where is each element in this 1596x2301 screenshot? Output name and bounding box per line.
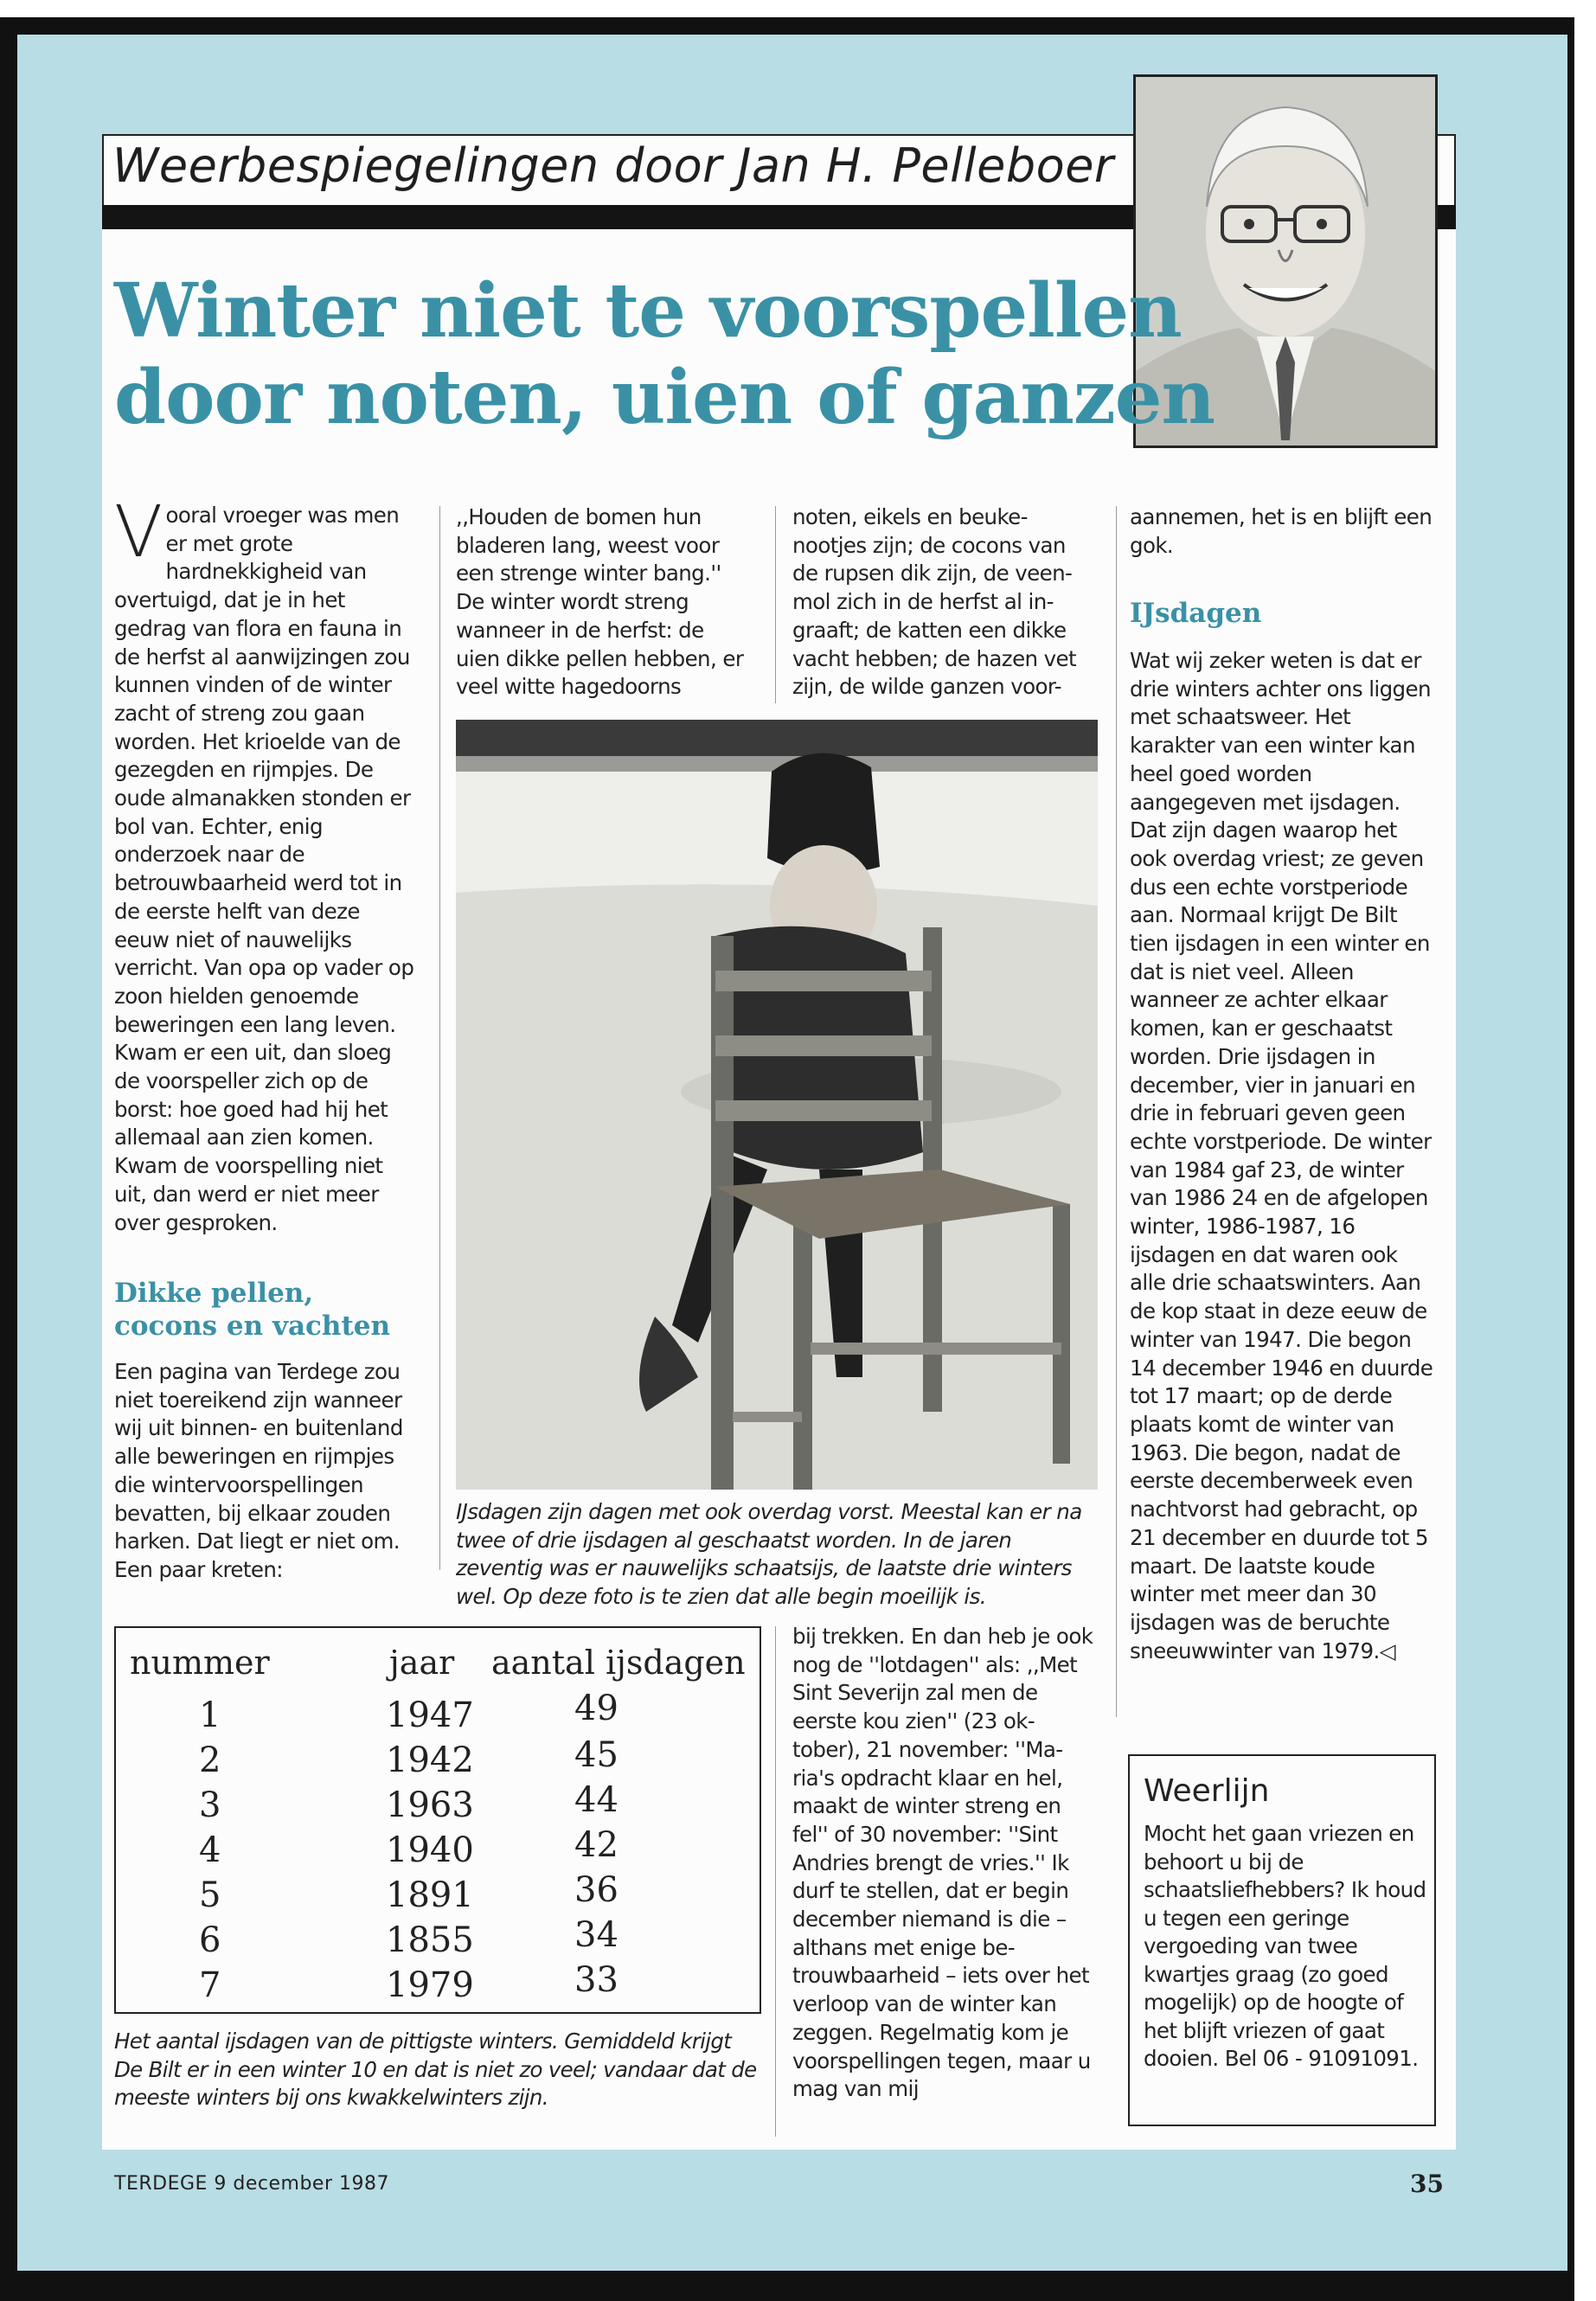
table-cell: 44 <box>574 1780 619 1820</box>
photo-drawing <box>456 720 1098 1490</box>
footer-publication: TERDEGE 9 december 1987 <box>114 2173 389 2195</box>
table-cell: 33 <box>574 1960 619 2000</box>
column-4-top-text: aannemen, het is en blijft een gok. <box>1130 504 1433 558</box>
column-divider-1 <box>439 506 440 1570</box>
table-cell: 1963 <box>386 1785 474 1825</box>
scan-border-top <box>0 17 1574 35</box>
table-header-nummer: nummer <box>130 1644 270 1682</box>
table-cell: 5 <box>199 1875 221 1915</box>
column-4-body-text: Wat wij zeker weten is dat er drie winters achter ons liggen met schaatsweer. Het karakter van een winter kan heel goed worden aangegeven met ijsdagen. Dat zijn dagen waarop het ook overdag vriest; ze geven dus een echte vorstperiode aan. Normaal krijgt De Bilt tien ijsdagen in een winter en dat is niet veel. Alleen wanneer ze achter elkaar komen, kan er geschaatst worden. Drie ijsdagen in december, vier in januari en drie in februari geven geen echte vorstperiode. De winter van 1984 gaf 23, de winter van 1986 24 en de afgelopen winter, 1986-1987, 16 ijsdagen en dat waren ook alle drie schaatswinters. Aan de kop staat in deze eeuw de winter van 1947. Die begon 14 december 1946 en duurde tot 17 maart; op de derde plaats komt de winter van 1963. Die begon, nadat de eerste decemberweek even nachtvorst had gebracht, op 21 december en duurde tot 5 maart. De laatste koude winter met meer dan 30 ijsdagen was de beruchte sneeuwwinter van 1979.◁ <box>1130 648 1433 1663</box>
table-cell: 7 <box>199 1965 221 2005</box>
subhead-ijsdagen: IJsdagen <box>1130 598 1262 629</box>
column-3-bottom <box>792 1623 1095 2104</box>
column-3-top <box>792 503 1091 702</box>
table-cell: 36 <box>574 1870 619 1910</box>
column-2-text <box>456 503 750 702</box>
column-1-body <box>114 1358 417 1585</box>
scan-border-left <box>0 17 17 2301</box>
weerlijn-text: Mocht het gaan vriezen en behoort u bij de schaatsliefhebbers? Ik houd u tegen een geringe vergoeding van twee kwartjes graag (zo goed mogelijk) op de hoogte of het blijft vriezen of gaat dooien. Bel 06 - 91091091. <box>1144 1821 1426 2071</box>
table-cell: 1942 <box>386 1740 474 1780</box>
headline <box>114 268 1215 441</box>
photo-child-chair-ice <box>456 720 1098 1490</box>
table-cell: 1855 <box>386 1920 474 1960</box>
weerlijn-title: Weerlijn <box>1144 1773 1270 1809</box>
table-cell: 1 <box>199 1695 221 1735</box>
column-3-bottom-text: bij trekken. En dan heb je ook nog de ''lotdagen'' als: ,,Met Sint Severijn zal men de eerste kou zien'' (23 oktober), 21 november: ''Maria's opdracht klaar en hel, maakt de winter streng en fel'' of 30 november: ''Sint Andries brengt de vries.'' Ik durf te stellen, dat er begin december niemand is die – althans met enige betrouwbaarheid – iets over het verloop van de winter kan zeggen. Regelmatig kom je voorspellingen tegen, maar u mag van mij <box>792 1624 1093 2102</box>
table-cell: 1947 <box>386 1695 474 1735</box>
table-cell: 6 <box>199 1920 221 1960</box>
photo-caption: IJsdagen zijn dagen met ook overdag vorst. Meestal kan er na twee of drie ijsdagen al geschaatst worden. In de jaren zeventig was er nauwelijks schaatsijs, de laatste drie winters wel. Op deze foto is te zien dat alle begin moeilijk is. <box>456 1499 1082 1609</box>
ijsdagen-table <box>114 1626 761 2014</box>
table-cell: 1940 <box>386 1830 474 1870</box>
column-divider-4 <box>1116 506 1117 1717</box>
table-header-jaar: jaar <box>389 1644 455 1682</box>
table-cell: 45 <box>574 1735 619 1775</box>
column-header-title: Weerbespiegelingen door Jan H. Pelleboer <box>112 138 1114 193</box>
headline-line-2: door noten, uien of ganzen <box>114 354 1215 441</box>
table-cell: 2 <box>199 1740 221 1780</box>
table-caption: Het aantal ijsdagen van de pittigste winters. Gemiddeld krijgt De Bilt er in een winter 10 en dat is niet zo veel; vandaar dat de meeste winters bij ons kwakkelwinters zijn. <box>114 2029 757 2110</box>
scan-border-bottom <box>0 2271 1574 2301</box>
scan-border-right <box>1567 17 1574 2301</box>
column-4-body <box>1130 647 1438 1665</box>
drop-cap: V <box>114 491 163 574</box>
table-cell: 1891 <box>386 1875 474 1915</box>
column-divider-3 <box>775 1626 776 2137</box>
table-cell: 1979 <box>386 1965 474 2005</box>
headline-line-1: Winter niet te voorspellen <box>114 267 1182 355</box>
table-cell: 3 <box>199 1785 221 1825</box>
column-1-intro <box>114 491 417 1237</box>
subhead-dikke-pellen: Dikke pellen, cocons en vachten <box>114 1278 391 1342</box>
column-divider-2 <box>775 506 776 703</box>
column-2-body: ,,Houden de bomen hun bladeren lang, weest voor een strenge winter bang.'' De winter wordt streng wanneer in de herfst: de uien dikke pellen hebben, er veel witte hagedoorns <box>456 504 744 700</box>
column-4-top <box>1130 503 1438 560</box>
table-cell: 49 <box>574 1689 619 1728</box>
table-header-aantal: aantal ijsdagen <box>491 1644 746 1682</box>
column-1-body-text: Een pagina van Terdege zou niet toereikend zijn wanneer wij uit binnen- en buitenland alle beweringen en rijmpjes die wintervoorspellingen bevatten, bij elkaar zouden harken. Dat liegt er niet om. Een paar kreten: <box>114 1359 403 1582</box>
column-3-top-text: noten, eikels en beukenootjes zijn; de cocons van de rupsen dik zijn, de veenmol zich in de herfst al ingraaft; de katten een dikke vacht hebben; de hazen vet zijn, de wilde ganzen voor- <box>792 504 1077 700</box>
intro-text: ooral vroeger was men er met grote hardnekkigheid van overtuigd, dat je in het gedrag van flora en fauna in de herfst al aanwijzingen zou kunnen vinden of de winter zacht of streng zou gaan worden. Het krioelde van de gezegden en rijmpjes. De oude almanakken stonden er bol van. Echter, enig onderzoek naar de betrouwbaarheid werd tot in de eerste helft van deze eeuw niet of nauwelijks verricht. Van opa op vader op zoon hielden genoemde beweringen een lang leven. Kwam er een uit, dan sloeg de voorspeller zich op de borst: hoe goed had hij het allemaal aan zien komen. Kwam de voorspelling niet uit, dan werd er niet meer over gesproken. <box>114 503 414 1235</box>
table-cell: 34 <box>574 1915 619 1955</box>
table-cell: 42 <box>574 1825 619 1865</box>
table-cell: 4 <box>199 1830 221 1870</box>
page-number: 35 <box>1410 2170 1444 2198</box>
